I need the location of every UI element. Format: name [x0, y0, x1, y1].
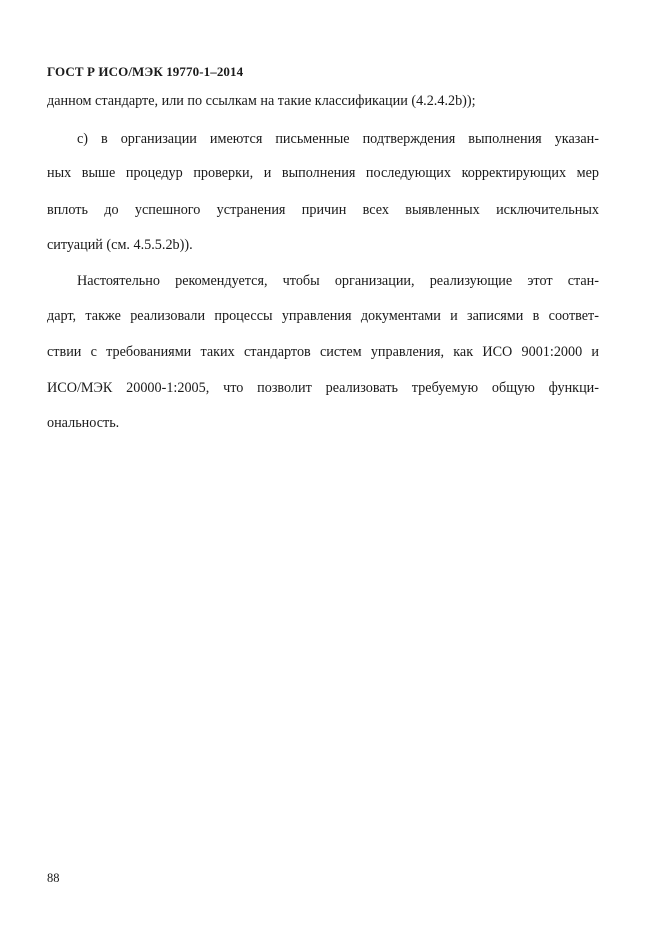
text-line: дарт, также реализовали процессы управления документами и записями в соответ-	[47, 308, 599, 324]
text-line: данном стандарте, или по ссылкам на такие классификации (4.2.4.2b));	[47, 93, 476, 109]
text-line: ситуаций (см. 4.5.5.2b)).	[47, 237, 193, 253]
text-line: Настоятельно рекомендуется, чтобы организации, реализующие этот стан-	[77, 273, 599, 289]
text-line: ствии с требованиями таких стандартов систем управления, как ИСО 9001:2000 и	[47, 344, 599, 360]
text-line: ИСО/МЭК 20000-1:2005, что позволит реализовать требуемую общую функци-	[47, 380, 599, 396]
text-line: ональность.	[47, 415, 120, 431]
text-line: ных выше процедур проверки, и выполнения последующих корректирующих мер	[47, 165, 599, 181]
page-number: 88	[47, 871, 60, 885]
text-line: вплоть до успешного устранения причин всех выявленных исключительных	[47, 202, 599, 218]
text-line: c) в организации имеются письменные подтверждения выполнения указан-	[77, 131, 599, 147]
standard-header: ГОСТ Р ИСО/МЭК 19770-1–2014	[47, 64, 244, 79]
